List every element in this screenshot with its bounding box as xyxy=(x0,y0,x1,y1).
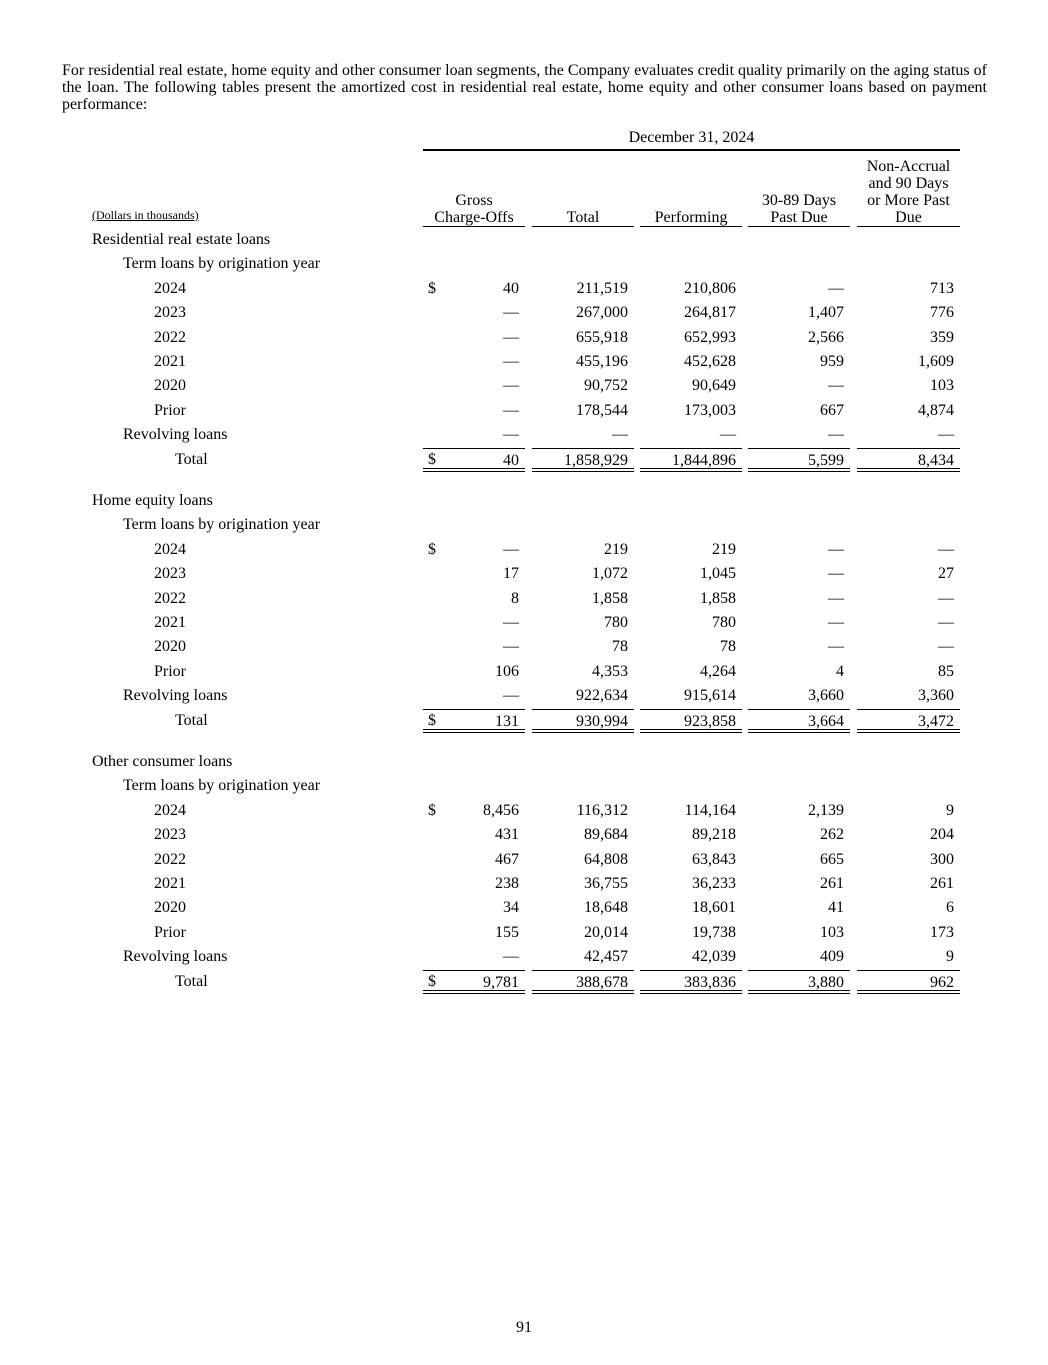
total-row-non-accrual-90-plus: 962 xyxy=(857,970,960,994)
table-row-non-accrual-90-plus: 85 xyxy=(938,662,954,680)
table-row-total: 922,634 xyxy=(576,687,628,705)
table-row-non-accrual-90-plus: 776 xyxy=(930,304,954,322)
table-row-total: 455,196 xyxy=(576,353,628,370)
table-row-performing: 114,164 xyxy=(684,801,736,819)
table-row-performing: 780 xyxy=(712,614,736,631)
table-row xyxy=(0,538,1048,562)
table-row-past-due-30-89: — xyxy=(828,638,844,656)
table-row-total: 90,752 xyxy=(584,377,628,395)
table-row-total: 267,000 xyxy=(576,304,628,322)
table-row-past-due-30-89: 4 xyxy=(836,662,844,680)
table-row xyxy=(0,423,1048,447)
table-row-performing: 652,993 xyxy=(684,328,736,346)
table-row-past-due-30-89: — xyxy=(828,614,844,631)
section-title xyxy=(0,228,1048,252)
table-row-non-accrual-90-plus: 27 xyxy=(938,565,954,583)
table-row-past-due-30-89: 261 xyxy=(820,875,844,892)
column-header-gross-charge-offs: Gross Charge-Offs xyxy=(423,152,525,227)
table-row-label: 2020 xyxy=(154,377,186,395)
table-row-performing: 19,738 xyxy=(692,923,736,941)
table-row xyxy=(0,562,1048,586)
total-row xyxy=(0,448,1048,472)
table-row-label: 2024 xyxy=(154,279,186,297)
table-row-past-due-30-89: 41 xyxy=(828,899,844,917)
dollar-sign: $ xyxy=(428,711,436,729)
table-row-gross-charge-offs: — xyxy=(503,614,519,631)
table-row-past-due-30-89: 2,139 xyxy=(808,801,844,819)
table-row-past-due-30-89: — xyxy=(828,565,844,583)
table-row-gross-charge-offs: — xyxy=(503,377,519,395)
table-row-non-accrual-90-plus: 300 xyxy=(930,850,954,868)
table-row-performing: 210,806 xyxy=(684,279,736,297)
table-row-gross-charge-offs: 467 xyxy=(495,850,519,868)
table-row-non-accrual-90-plus: 204 xyxy=(930,826,954,844)
section-title xyxy=(0,750,1048,774)
table-row-total: — xyxy=(612,426,628,444)
total-row-non-accrual-90-plus: 3,472 xyxy=(857,709,960,733)
table-row-gross-charge-offs: — xyxy=(503,540,519,558)
table-row xyxy=(0,635,1048,659)
table-row-label: 2023 xyxy=(154,826,186,844)
table-row-performing: 219 xyxy=(712,540,736,558)
table-row-label: Prior xyxy=(154,401,186,419)
table-row-non-accrual-90-plus: 261 xyxy=(930,875,954,892)
total-row-performing: 383,836 xyxy=(640,970,742,994)
table-row-total: 1,072 xyxy=(592,565,628,583)
column-header-total: Total xyxy=(532,152,634,227)
table-row-label: 2022 xyxy=(154,589,186,607)
table-row-performing: 78 xyxy=(720,638,736,656)
total-row-total: 388,678 xyxy=(532,970,634,994)
table-row-gross-charge-offs: 238 xyxy=(495,875,519,892)
section-subtitle-label: Term loans by origination year xyxy=(123,777,321,795)
dollar-sign: $ xyxy=(428,450,436,468)
table-row-gross-charge-offs: — xyxy=(503,687,519,705)
table-row-past-due-30-89: — xyxy=(828,589,844,607)
table-row-gross-charge-offs: 431 xyxy=(495,826,519,844)
table-row-gross-charge-offs: — xyxy=(503,426,519,444)
table-row xyxy=(0,277,1048,301)
table-row-performing: 1,045 xyxy=(700,565,736,583)
period-rule xyxy=(423,149,960,151)
table-row xyxy=(0,921,1048,945)
table-row-gross-charge-offs: 40 xyxy=(503,279,519,297)
table-row-performing: 42,039 xyxy=(692,948,736,966)
table-row xyxy=(0,823,1048,847)
table-row-gross-charge-offs: 8,456 xyxy=(483,801,519,819)
table-row xyxy=(0,945,1048,969)
table-row-past-due-30-89: 3,660 xyxy=(808,687,844,705)
table-row-gross-charge-offs: — xyxy=(503,328,519,346)
table-row-gross-charge-offs: — xyxy=(503,401,519,419)
table-row-total: 178,544 xyxy=(576,401,628,419)
table-row-label: 2020 xyxy=(154,899,186,917)
section-subtitle xyxy=(0,774,1048,798)
units-label: (Dollars in thousands) xyxy=(92,208,199,222)
table-row-non-accrual-90-plus: 9 xyxy=(946,801,954,819)
table-row-total: 78 xyxy=(612,638,628,656)
table-row-non-accrual-90-plus: — xyxy=(938,614,954,631)
total-row-past-due-30-89: 3,664 xyxy=(748,709,850,733)
table-row-label: Prior xyxy=(154,923,186,941)
table-row-gross-charge-offs: 8 xyxy=(511,589,519,607)
section-subtitle xyxy=(0,252,1048,276)
total-row-label: Total xyxy=(175,711,208,729)
table-row-non-accrual-90-plus: 713 xyxy=(930,279,954,297)
table-row-label: Revolving loans xyxy=(123,687,228,705)
table-row-total: 20,014 xyxy=(584,923,628,941)
total-row-total: 1,858,929 xyxy=(532,448,634,472)
table-row-performing: 915,614 xyxy=(684,687,736,705)
table-row-total: 219 xyxy=(604,540,628,558)
table-row-past-due-30-89: 959 xyxy=(820,353,844,370)
table-row-performing: 63,843 xyxy=(692,850,736,868)
total-row-gross-charge-offs: 9,781 xyxy=(423,970,525,994)
dollar-sign: $ xyxy=(428,540,436,558)
table-row-total: 655,918 xyxy=(576,328,628,346)
table-row xyxy=(0,399,1048,423)
table-row-non-accrual-90-plus: 103 xyxy=(930,377,954,395)
table-row-past-due-30-89: 665 xyxy=(820,850,844,868)
table-row-gross-charge-offs: — xyxy=(503,304,519,322)
table-row-total: 4,353 xyxy=(592,662,628,680)
table-row xyxy=(0,301,1048,325)
table-row-non-accrual-90-plus: — xyxy=(938,426,954,444)
dollar-sign: $ xyxy=(428,801,436,819)
table-row-performing: 1,858 xyxy=(700,589,736,607)
table-row-label: 2021 xyxy=(154,614,186,631)
table-row xyxy=(0,326,1048,350)
table-row-non-accrual-90-plus: 1,609 xyxy=(918,353,954,370)
column-header-past-due-30-89: 30-89 Days Past Due xyxy=(748,152,850,227)
table-row xyxy=(0,799,1048,823)
table-row-label: 2022 xyxy=(154,328,186,346)
table-row-past-due-30-89: — xyxy=(828,426,844,444)
section-subtitle xyxy=(0,513,1048,537)
table-row-label: 2023 xyxy=(154,565,186,583)
table-row-total: 18,648 xyxy=(584,899,628,917)
column-header-non-accrual-90-plus: Non-Accrual and 90 Days or More Past Due xyxy=(857,152,960,227)
table-row-label: 2021 xyxy=(154,875,186,892)
total-row-performing: 923,858 xyxy=(640,709,742,733)
table-row xyxy=(0,896,1048,920)
table-row-label: 2024 xyxy=(154,540,186,558)
table-row-performing: 4,264 xyxy=(700,662,736,680)
table-row-non-accrual-90-plus: 9 xyxy=(946,948,954,966)
table-row-non-accrual-90-plus: 3,360 xyxy=(918,687,954,705)
table-row-total: 89,684 xyxy=(584,826,628,844)
table-row-total: 780 xyxy=(604,614,628,631)
table-row-past-due-30-89: 103 xyxy=(820,923,844,941)
section-title-label: Residential real estate loans xyxy=(92,231,271,248)
table-row xyxy=(0,660,1048,684)
total-row xyxy=(0,709,1048,733)
table-row xyxy=(0,848,1048,872)
table-row-label: 2024 xyxy=(154,801,186,819)
table-row-label: 2023 xyxy=(154,304,186,322)
table-row-performing: — xyxy=(720,426,736,444)
section-title-label: Other consumer loans xyxy=(92,753,233,770)
table-row-gross-charge-offs: — xyxy=(503,948,519,966)
table-row-non-accrual-90-plus: — xyxy=(938,540,954,558)
table-row-gross-charge-offs: 106 xyxy=(495,662,519,680)
section-subtitle-label: Term loans by origination year xyxy=(123,516,321,534)
table-row-total: 116,312 xyxy=(576,801,628,819)
table-row xyxy=(0,587,1048,611)
section-subtitle-label: Term loans by origination year xyxy=(123,255,321,273)
total-row-label: Total xyxy=(175,450,208,468)
table-row-non-accrual-90-plus: — xyxy=(938,638,954,656)
table-row-non-accrual-90-plus: 4,874 xyxy=(918,401,954,419)
table-row-performing: 90,649 xyxy=(692,377,736,395)
table-row xyxy=(0,350,1048,374)
table-row-non-accrual-90-plus: 6 xyxy=(946,899,954,917)
table-row-past-due-30-89: 2,566 xyxy=(808,328,844,346)
table-row-performing: 452,628 xyxy=(684,353,736,370)
table-row-gross-charge-offs: 155 xyxy=(495,923,519,941)
table-row xyxy=(0,374,1048,398)
table-row-performing: 173,003 xyxy=(684,401,736,419)
intro-paragraph: For residential real estate, home equity and other consumer loan segments, the Company evaluates credit quality primarily on the aging status of the loan. The following tables present the amortized cost in residential real estate, home equity and other consumer loans based on payment performance: xyxy=(62,62,987,113)
table-row-non-accrual-90-plus: 173 xyxy=(930,923,954,941)
table-row-past-due-30-89: 262 xyxy=(820,826,844,844)
table-row-gross-charge-offs: — xyxy=(503,638,519,656)
total-row xyxy=(0,970,1048,994)
total-row-non-accrual-90-plus: 8,434 xyxy=(857,448,960,472)
table-row xyxy=(0,872,1048,896)
dollar-sign: $ xyxy=(428,972,436,990)
table-row xyxy=(0,684,1048,708)
table-row-performing: 36,233 xyxy=(692,875,736,892)
table-row-past-due-30-89: — xyxy=(828,279,844,297)
table-row-past-due-30-89: 1,407 xyxy=(808,304,844,322)
section-title xyxy=(0,489,1048,513)
table-row-gross-charge-offs: — xyxy=(503,353,519,370)
table-row-past-due-30-89: — xyxy=(828,540,844,558)
total-row-total: 930,994 xyxy=(532,709,634,733)
table-row-non-accrual-90-plus: — xyxy=(938,589,954,607)
table-row-performing: 264,817 xyxy=(684,304,736,322)
table-row-non-accrual-90-plus: 359 xyxy=(930,328,954,346)
table-row-label: Prior xyxy=(154,662,186,680)
total-row-label: Total xyxy=(175,972,208,990)
table-row-total: 64,808 xyxy=(584,850,628,868)
page-number: 91 xyxy=(516,1319,532,1336)
total-row-past-due-30-89: 3,880 xyxy=(748,970,850,994)
table-row-past-due-30-89: 409 xyxy=(820,948,844,966)
table-row-label: 2021 xyxy=(154,353,186,370)
table-row-gross-charge-offs: 17 xyxy=(503,565,519,583)
table-row-total: 211,519 xyxy=(576,279,628,297)
table-row-total: 1,858 xyxy=(592,589,628,607)
table-row xyxy=(0,611,1048,635)
table-row-label: 2022 xyxy=(154,850,186,868)
table-row-label: Revolving loans xyxy=(123,948,228,966)
table-row-past-due-30-89: — xyxy=(828,377,844,395)
total-row-gross-charge-offs: 40 xyxy=(423,448,525,472)
column-header-performing: Performing xyxy=(640,152,742,227)
table-row-performing: 18,601 xyxy=(692,899,736,917)
dollar-sign: $ xyxy=(428,279,436,297)
total-row-past-due-30-89: 5,599 xyxy=(748,448,850,472)
total-row-gross-charge-offs: 131 xyxy=(423,709,525,733)
period-header: December 31, 2024 xyxy=(628,129,755,146)
table-row-past-due-30-89: 667 xyxy=(820,401,844,419)
section-title-label: Home equity loans xyxy=(92,492,213,509)
table-row-performing: 89,218 xyxy=(692,826,736,844)
table-row-gross-charge-offs: 34 xyxy=(503,899,519,917)
table-row-label: Revolving loans xyxy=(123,426,228,444)
table-row-label: 2020 xyxy=(154,638,186,656)
table-row-total: 36,755 xyxy=(584,875,628,892)
total-row-performing: 1,844,896 xyxy=(640,448,742,472)
table-row-total: 42,457 xyxy=(584,948,628,966)
